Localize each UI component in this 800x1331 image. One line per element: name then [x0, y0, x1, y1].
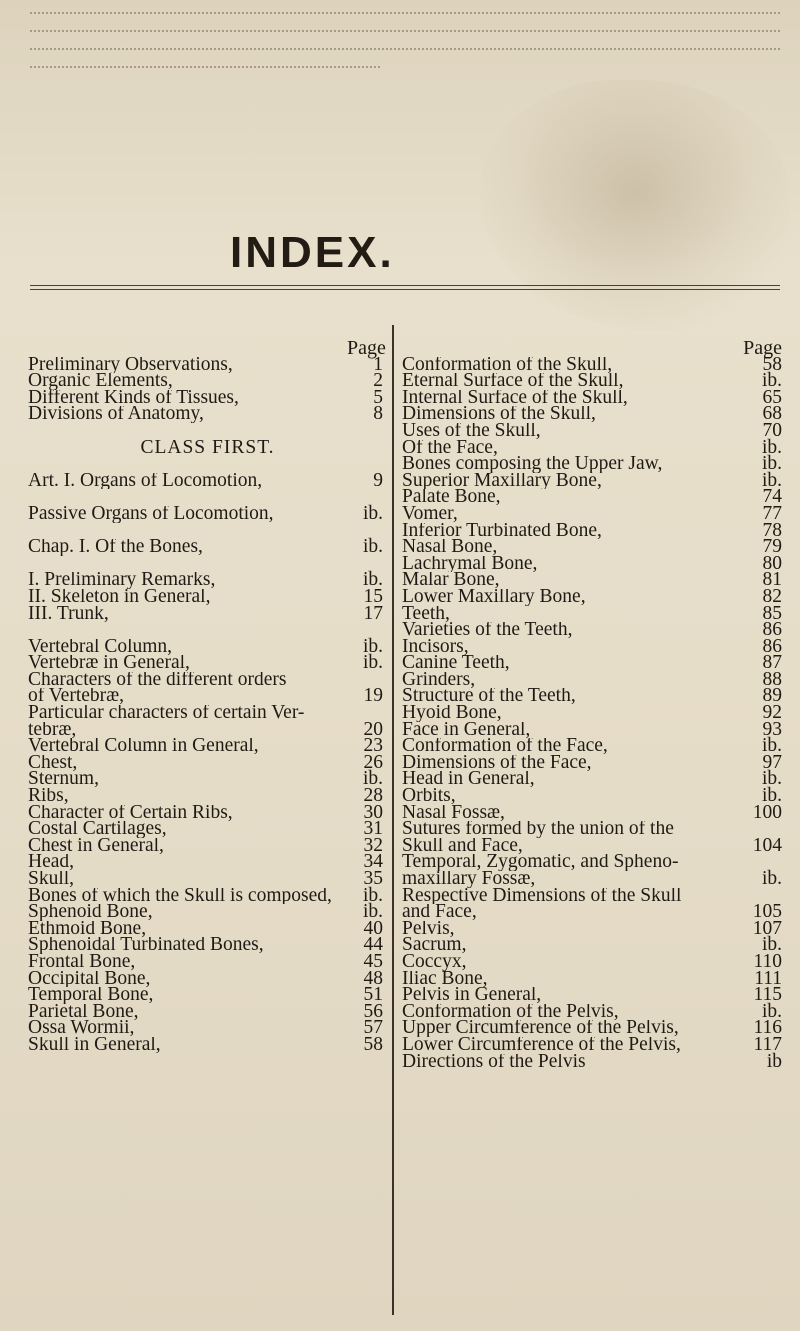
entry-page-number: ib.: [362, 652, 383, 674]
entry-label: Character of Certain Ribs,: [28, 804, 233, 822]
entry-label: Internal Surface of the Skull,: [402, 389, 628, 407]
entry-label: Temporal Bone,: [28, 987, 154, 1004]
entry-page-number: 100: [752, 801, 782, 823]
index-entry: [402, 502, 790, 524]
entry-label: Eternal Surface of the Skull,: [402, 373, 624, 390]
index-entry: [28, 934, 383, 956]
entry-label: Sutures formed by the union of the: [402, 821, 674, 838]
entry-label: Uses of the Skull,: [402, 422, 541, 440]
entry-page-number: 97: [762, 751, 782, 773]
index-entry: [28, 1033, 383, 1055]
entry-page-number: 65: [762, 386, 782, 408]
index-entry: [402, 1000, 790, 1022]
index-entry: [28, 403, 383, 425]
entry-label: Nasal Bone,: [402, 539, 498, 556]
entry-page-number: 57: [363, 1017, 383, 1039]
entry-label: Head,: [28, 854, 75, 871]
index-entry: [402, 602, 790, 624]
index-entry: [402, 668, 790, 690]
entry-page-number: 86: [762, 619, 782, 641]
entry-label: Particular characters of certain Ver-: [28, 705, 305, 722]
entry-page-number: 45: [363, 950, 383, 972]
entry-label: Incisors,: [402, 638, 469, 656]
entry-page-number: ib.: [362, 635, 383, 657]
section-heading: [28, 440, 383, 457]
entry-page-number: 23: [363, 735, 383, 757]
index-entry: [28, 801, 383, 823]
entry-page-number: 68: [762, 403, 782, 425]
entry-page-number: 82: [762, 585, 782, 607]
index-entry: [28, 353, 383, 375]
index-entry: [28, 967, 383, 989]
entry-page-number: ib.: [761, 370, 782, 392]
entry-label: Inferior Turbinated Bone,: [402, 522, 602, 540]
entry-label: Costal Cartilages,: [28, 821, 167, 838]
index-entry: [402, 934, 790, 956]
entry-label: and Face,: [402, 904, 477, 921]
index-column-left: [28, 337, 386, 1055]
index-entry: [402, 834, 790, 856]
entry-page-number: 35: [363, 868, 383, 889]
entry-page-number: 80: [762, 552, 782, 574]
index-entry: [402, 801, 790, 823]
index-entry: [402, 486, 790, 508]
index-entry: [402, 917, 790, 939]
entry-page-number: 32: [363, 834, 383, 856]
bleed-line: [30, 12, 780, 16]
entry-page-number: 93: [762, 718, 782, 740]
entry-page-number: 58: [363, 1033, 383, 1055]
entry-page-number: ib.: [761, 453, 782, 475]
index-entry: [28, 370, 383, 392]
entry-label: Canine Teeth,: [402, 655, 510, 672]
index-entry: [402, 419, 790, 441]
entry-page-number: ib.: [761, 868, 782, 889]
index-entry: [28, 705, 383, 722]
entry-page-number: 5: [373, 386, 383, 408]
index-entry: [402, 386, 790, 408]
entry-label: Parietal Bone,: [28, 1003, 139, 1021]
entry-label: Face in General,: [402, 721, 531, 739]
index-entry: [28, 635, 383, 657]
index-entry: [28, 536, 383, 558]
page-column-header: [402, 337, 790, 359]
entry-label: Iliac Bone,: [402, 970, 488, 988]
entry-label: Vertebral Column in General,: [28, 738, 259, 755]
entry-page-number: 48: [363, 967, 383, 989]
index-entry: [402, 436, 790, 458]
spacer: [28, 456, 383, 473]
title-rule: [30, 289, 780, 290]
entry-label: Lachrymal Bone,: [402, 555, 538, 573]
entry-page-number: ib.: [362, 768, 383, 790]
index-entry: [402, 685, 790, 707]
entry-label: Of the Face,: [402, 439, 498, 457]
index-entry: [402, 370, 790, 392]
entry-page-number: 86: [762, 635, 782, 657]
index-entry: [402, 735, 790, 757]
index-entry: [28, 751, 383, 773]
index-entry: [402, 536, 790, 558]
entry-page-number: 92: [762, 702, 782, 724]
index-entry: [28, 768, 383, 790]
index-entry: [402, 353, 790, 375]
entry-page-number: 70: [762, 419, 782, 441]
index-entry: [28, 785, 383, 807]
entry-page-number: 78: [762, 519, 782, 541]
index-entry: [28, 569, 383, 591]
entry-page-number: 26: [363, 751, 383, 773]
entry-label: Pelvis,: [402, 920, 455, 938]
entry-label: Conformation of the Pelvis,: [402, 1003, 619, 1021]
entry-label: Nasal Fossæ,: [402, 804, 505, 822]
index-entry: [28, 602, 383, 624]
index-entry: [402, 403, 790, 425]
entry-label: Coccyx,: [402, 953, 467, 971]
index-entry: [402, 469, 790, 491]
entry-label: Organic Elements,: [28, 373, 173, 390]
index-entry: [402, 652, 790, 674]
entry-page-number: ib.: [362, 569, 383, 591]
entry-label: Preliminary Observations,: [28, 356, 233, 374]
entry-page-number: 17: [363, 602, 383, 624]
index-entry: [402, 821, 790, 838]
page-column-header: [28, 337, 386, 359]
index-entry: [28, 1000, 383, 1022]
entry-label: Palate Bone,: [402, 489, 501, 506]
spacer: [28, 489, 383, 506]
index-entry: [28, 917, 383, 939]
entry-label: Malar Bone,: [402, 572, 500, 589]
entry-label: Sphenoid Bone,: [28, 904, 153, 921]
entry-page-number: 88: [762, 668, 782, 690]
entry-page-number: ib.: [761, 469, 782, 491]
index-entry: [28, 901, 383, 923]
entry-label: Sternum,: [28, 771, 99, 789]
entry-page-number: 51: [363, 984, 383, 1006]
entry-label: CLASS FIRST.: [140, 439, 275, 457]
index-entry: [28, 672, 383, 689]
entry-page-number: 116: [753, 1017, 782, 1039]
entry-page-number: 107: [752, 917, 782, 939]
entry-page-number: 111: [754, 967, 782, 989]
entry-page-number: 1: [373, 353, 383, 375]
index-entry: [28, 834, 383, 856]
index-entry: [402, 702, 790, 724]
entry-label: Dimensions of the Skull,: [402, 406, 596, 423]
entry-page-number: 89: [762, 685, 782, 707]
bleed-line: [30, 30, 780, 34]
entry-label: Hyoid Bone,: [402, 705, 502, 722]
entry-page-number: ib.: [761, 735, 782, 757]
entry-page-number: ib.: [362, 536, 383, 558]
entry-label: III. Trunk,: [28, 605, 109, 623]
entry-page-number: ib.: [362, 884, 383, 906]
entry-page-number: 56: [363, 1000, 383, 1022]
entry-label: Directions of the Pelvis: [402, 1053, 586, 1071]
entry-page-number: 9: [373, 469, 383, 491]
entry-label: Ossa Wormii,: [28, 1020, 135, 1037]
entry-label: Bones of which the Skull is composed,: [28, 887, 332, 905]
entry-label: Sacrum,: [402, 937, 467, 954]
entry-label: Chest,: [28, 754, 78, 772]
entry-label: tebræ,: [28, 721, 77, 739]
entry-page-number: 28: [363, 785, 383, 807]
index-entry: [402, 768, 790, 790]
index-entry: [28, 469, 383, 491]
entry-label: Conformation of the Skull,: [402, 356, 613, 374]
entry-page-number: 104: [752, 834, 782, 856]
entry-page-number: 58: [762, 353, 782, 375]
index-entry: [402, 751, 790, 773]
entry-page-number: 15: [363, 585, 383, 607]
index-entry: [402, 718, 790, 740]
index-entry: [28, 884, 383, 906]
index-entry: [28, 386, 383, 408]
entry-page-number: 74: [762, 486, 782, 508]
entry-page-number: 30: [363, 801, 383, 823]
entry-label: Chest in General,: [28, 837, 164, 855]
entry-page-number: ib.: [761, 785, 782, 807]
bleed-line: [30, 48, 780, 52]
entry-label: Different Kinds of Tissues,: [28, 389, 239, 407]
index-entry: [28, 685, 383, 707]
index-entry: [402, 967, 790, 989]
entry-page-number: 19: [363, 685, 383, 707]
entry-page-number: 2: [373, 370, 383, 392]
entry-page-number: ib.: [362, 901, 383, 923]
index-entry: [402, 519, 790, 541]
index-entry: [402, 1033, 790, 1055]
index-entry: [402, 1017, 790, 1039]
index-entry: [28, 950, 383, 972]
index-entry: [402, 569, 790, 591]
entry-label: Vertebræ in General,: [28, 655, 190, 672]
entry-label: Skull in General,: [28, 1036, 161, 1054]
index-entry: [28, 984, 383, 1006]
entry-label: Characters of the different orders: [28, 671, 287, 689]
entry-label: Skull,: [28, 871, 75, 888]
entry-label: Lower Maxillary Bone,: [402, 588, 586, 606]
index-entry: [402, 1050, 790, 1072]
entry-page-number: 40: [363, 917, 383, 939]
entry-page-number: 34: [363, 851, 383, 873]
title-rule: [30, 285, 780, 286]
index-entry: [402, 888, 790, 905]
entry-label: Vomer,: [402, 505, 458, 523]
entry-label: Skull and Face,: [402, 837, 523, 855]
index-entry: [28, 868, 383, 889]
entry-label: Chap. I. Of the Bones,: [28, 539, 203, 556]
entry-page-number: 87: [762, 652, 782, 674]
entry-page-number: 31: [363, 818, 383, 840]
entry-label: Occipital Bone,: [28, 970, 151, 988]
entry-label: II. Skeleton in General,: [28, 588, 211, 606]
entry-label: Superior Maxillary Bone,: [402, 472, 602, 490]
entry-page-number: 44: [363, 934, 383, 956]
entry-page-number: Page: [743, 337, 782, 359]
spacer: [28, 556, 383, 573]
entry-page-number: 77: [762, 502, 782, 524]
entry-page-number: Page: [347, 337, 386, 359]
column-divider: [392, 325, 394, 1315]
entry-label: Respective Dimensions of the Skull: [402, 887, 682, 905]
index-entry: [402, 552, 790, 574]
paper-stain: [480, 80, 790, 330]
index-entry: [402, 984, 790, 1006]
entry-label: Temporal, Zygomatic, and Spheno-: [402, 854, 679, 871]
entry-label: Passive Organs of Locomotion,: [28, 505, 274, 523]
index-entry: [402, 950, 790, 972]
entry-label: I. Preliminary Remarks,: [28, 572, 216, 589]
entry-label: Grinders,: [402, 671, 476, 689]
entry-page-number: 85: [762, 602, 782, 624]
entry-label: Vertebral Column,: [28, 638, 173, 656]
entry-page-number: ib.: [761, 768, 782, 790]
entry-label: Varieties of the Teeth,: [402, 622, 573, 639]
index-entry: [28, 585, 383, 607]
page-title: INDEX.: [230, 228, 395, 277]
spacer: [28, 423, 383, 440]
entry-label: Conformation of the Face,: [402, 738, 608, 755]
entry-label: Sphenoidal Turbinated Bones,: [28, 937, 264, 954]
entry-page-number: 20: [363, 718, 383, 740]
index-entry: [402, 635, 790, 657]
index-entry: [402, 585, 790, 607]
index-entry: [28, 1017, 383, 1039]
index-entry: [28, 735, 383, 757]
entry-label: maxillary Fossæ,: [402, 871, 536, 888]
entry-page-number: 110: [753, 950, 782, 972]
entry-page-number: ib.: [761, 1000, 782, 1022]
index-entry: [402, 854, 790, 871]
spacer: [28, 622, 383, 639]
bleed-line: [30, 66, 380, 70]
entry-page-number: 81: [762, 569, 782, 591]
index-entry: [28, 652, 383, 674]
index-entry: [402, 785, 790, 807]
entry-page-number: ib.: [362, 502, 383, 524]
entry-page-number: 117: [753, 1033, 782, 1055]
entry-label: Ethmoid Bone,: [28, 920, 147, 938]
entry-label: Ribs,: [28, 788, 69, 805]
entry-label: Pelvis in General,: [402, 987, 542, 1004]
entry-label: Upper Circumference of the Pelvis,: [402, 1020, 679, 1037]
index-entry: [28, 818, 383, 840]
entry-page-number: ib.: [761, 436, 782, 458]
entry-label: Lower Circumference of the Pelvis,: [402, 1036, 681, 1054]
index-entry: [28, 718, 383, 740]
entry-page-number: 79: [762, 536, 782, 558]
index-entry: [402, 619, 790, 641]
entry-page-number: 115: [753, 984, 782, 1006]
entry-label: Art. I. Organs of Locomotion,: [28, 472, 263, 490]
entry-label: Structure of the Teeth,: [402, 688, 576, 706]
entry-label: Dimensions of the Face,: [402, 754, 592, 772]
entry-label: Frontal Bone,: [28, 953, 136, 971]
entry-page-number: ib.: [761, 934, 782, 956]
index-entry: [402, 868, 790, 889]
entry-label: Bones composing the Upper Jaw,: [402, 456, 663, 473]
index-column-right: [402, 337, 790, 1072]
entry-page-number: 105: [752, 901, 782, 923]
entry-label: Orbits,: [402, 788, 456, 805]
index-entry: [402, 901, 790, 923]
index-entry: [28, 851, 383, 873]
entry-page-number: 8: [373, 403, 383, 425]
entry-label: Divisions of Anatomy,: [28, 406, 204, 423]
entry-label: of Vertebræ,: [28, 688, 125, 706]
index-entry: [28, 502, 383, 524]
spacer: [28, 523, 383, 540]
index-entry: [402, 453, 790, 475]
entry-page-number: ib: [766, 1050, 782, 1072]
entry-label: Head in General,: [402, 771, 535, 789]
entry-label: Teeth,: [402, 605, 450, 623]
